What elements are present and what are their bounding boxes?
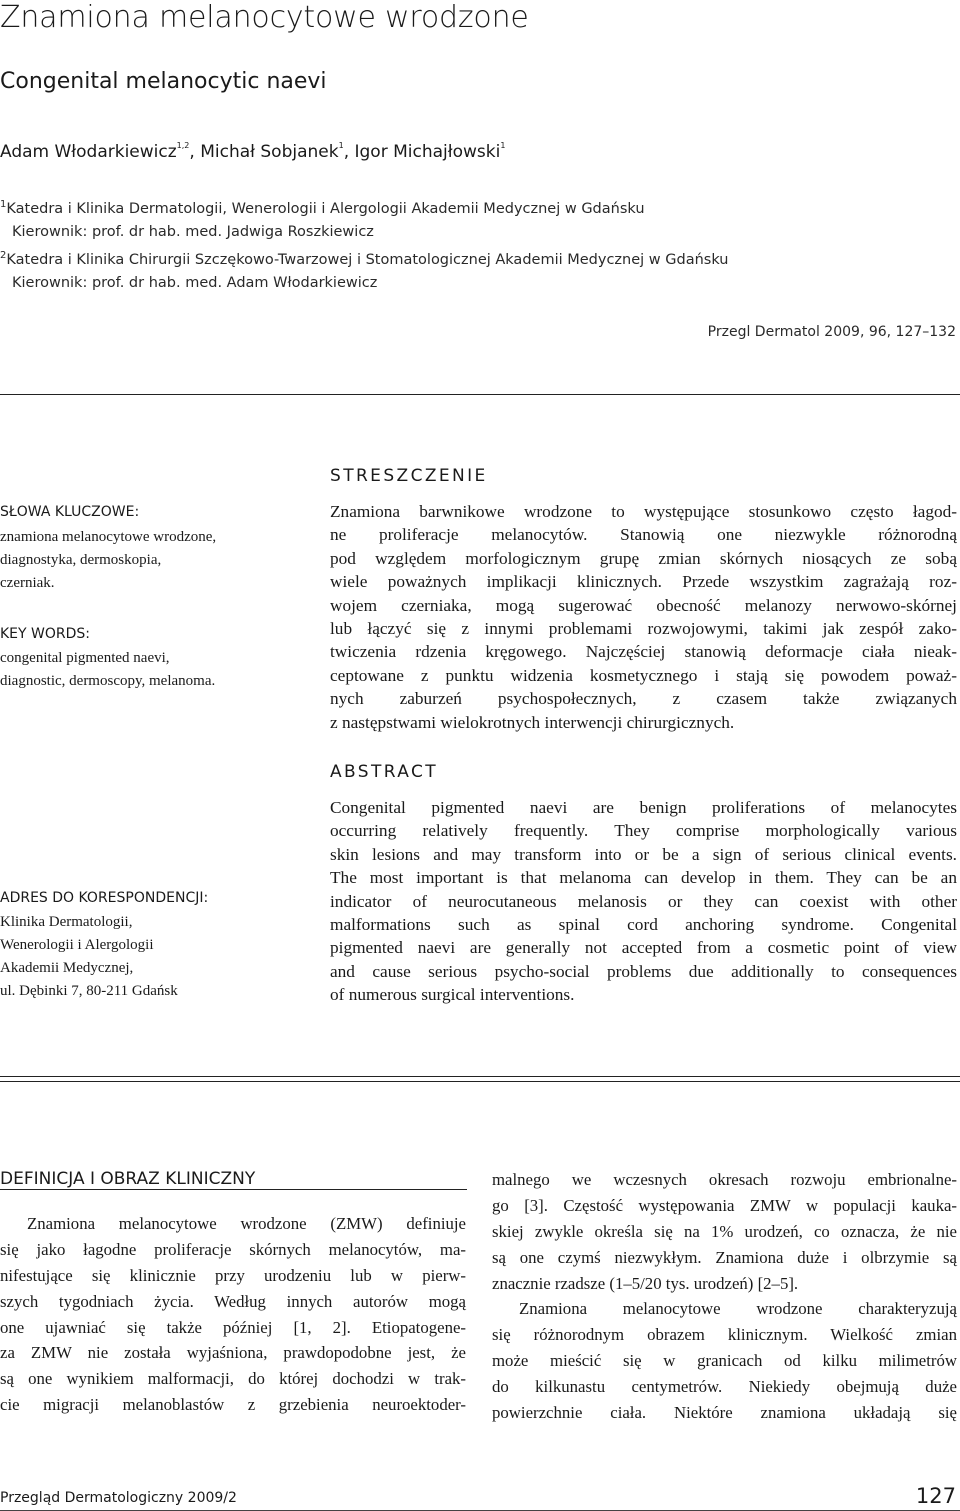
keyword-line: congenital pigmented naevi,	[0, 650, 170, 666]
abstract-heading: ABSTRACT	[330, 762, 439, 782]
affiliation-number: 2	[0, 250, 7, 261]
text-line: indicator of neurocutaneous melanosis or they can coexist with other	[330, 891, 957, 911]
article-title: Znamiona melanocytowe wrodzone	[0, 0, 529, 35]
text-line: są one czymś niezwykłym. Znamiona duże i olbrzymie są	[492, 1247, 957, 1267]
footer-journal: Przegląd Dermatologiczny 2009/2	[0, 1490, 237, 1506]
abstract-text	[330, 796, 957, 1007]
text-line: za ZMW nie została wyjaśniona, prawdopodobne jest, że	[0, 1343, 466, 1363]
text-line: and cause serious psycho-social problems due additionally to consequences	[330, 961, 957, 981]
text-line: ceptowane z punktu widzenia kosmetycznego i stają się powodem poważ-	[330, 665, 957, 685]
affiliation-line	[0, 272, 728, 295]
text-line: są one wynikiem malformacji, do której dochodzi w trak-	[0, 1369, 466, 1389]
text-line: skin lesions and may transform into or be a sign of serious clinical events.	[330, 844, 957, 864]
text-line: wiele poważnych implikacji klinicznych. Przede wszystkim zagrażają roz-	[330, 572, 957, 592]
text-line: powierzchnie ciała. Niektóre znamiona układają się	[492, 1403, 957, 1423]
text-line: szych tygodniach życia. Według innych autorów mogą	[0, 1291, 466, 1311]
text-line: one ujawniać się także później [1, 2]. Etiopatogene-	[0, 1317, 466, 1337]
text-line: skiej zwykle określa się na 1% urodzeń, co oznacza, że nie	[492, 1221, 957, 1241]
text-line: znacznie rzadsze (1–5/20 tys. urodzeń) [2–5].	[492, 1273, 799, 1293]
text-line: pigmented naevi are generally not accepted from a cosmetic point of view	[330, 938, 957, 958]
text-line: go [3]. Częstość występowania ZMW w populacji kauka-	[492, 1195, 957, 1215]
keyword-line: czerniak.	[0, 575, 55, 591]
keywords-en-list	[0, 647, 215, 693]
text-line: of numerous surgical interventions.	[330, 985, 575, 1005]
section-divider	[0, 1076, 960, 1082]
keyword-line: znamiona melanocytowe wrodzone,	[0, 529, 217, 545]
text-line: się różnorodnym obrazem klinicznym. Wielkość zmian	[492, 1325, 957, 1345]
text-line: do kilkunastu centymetrów. Niekiedy obejmują duże	[492, 1377, 957, 1397]
correspondence-address	[0, 911, 178, 1003]
correspondence-heading: ADRES DO KORESPONDENCJI:	[0, 890, 209, 906]
text-line: occurring relatively frequently. They comprise morphologically various	[330, 821, 957, 841]
section-title-underline	[0, 1189, 467, 1190]
text-line: nifestujące się klinicznie przy urodzeniu lub w pierw-	[0, 1265, 466, 1285]
address-line: Akademii Medycznej,	[0, 960, 134, 976]
text-line: cie migracji melanoblastów z grzebienia neuroektoder-	[0, 1395, 466, 1415]
text-line: ne proliferacje melanocytów. Stanowią one niezwykle różnorodną	[330, 525, 957, 545]
text-line: Znamiona melanocytowe wrodzone charakteryzują	[519, 1299, 957, 1319]
affiliation-line	[0, 244, 728, 272]
keywords-pl-heading: SŁOWA KLUCZOWE:	[0, 504, 140, 520]
address-line: Klinika Dermatologii,	[0, 914, 133, 930]
journal-citation: Przegl Dermatol 2009, 96, 127–132	[707, 324, 956, 340]
text-line: nych zaburzeń psychospołecznych, z czasem także związanych	[330, 689, 957, 709]
author-affiliation-mark: 1	[500, 141, 506, 150]
page-number: 127	[915, 1484, 956, 1508]
author-name: Igor Michajłowski	[354, 142, 501, 162]
address-line: ul. Dębinki 7, 80-211 Gdańsk	[0, 983, 178, 999]
section-title: DEFINICJA I OBRAZ KLINICZNY	[0, 1169, 256, 1189]
keyword-line: diagnostyka, dermoskopia,	[0, 552, 162, 568]
author-separator: ,	[343, 142, 355, 162]
text-line: lub łączyć się z innymi problemami rozwojowymi, takimi jak zespół zako-	[330, 618, 957, 638]
author-name: Adam Włodarkiewicz	[0, 142, 177, 162]
text-line: się jako łagodne proliferacje skórnych melanocytów, ma-	[0, 1239, 466, 1259]
body-column-left	[0, 1211, 466, 1418]
text-line: malnego we wczesnych okresach rozwoju embrionalne-	[492, 1170, 957, 1189]
text-line: malformations such as spinal cord anchoring syndrome. Congenital	[330, 914, 957, 934]
text-line: The most important is that melanoma can develop in them. They can be an	[330, 868, 957, 888]
keywords-pl-list	[0, 526, 216, 595]
affiliation-line	[0, 221, 728, 244]
streszczenie-heading: STRESZCZENIE	[330, 466, 488, 486]
affiliation-number: 1	[0, 199, 7, 210]
text-line: pod względem morfologicznym grupę zmian skórnych niosących ze sobą	[330, 548, 957, 568]
streszczenie-text	[330, 500, 957, 734]
affiliation-text: Kierownik: prof. dr hab. med. Adam Włodarkiewicz	[12, 275, 378, 291]
article-subtitle: Congenital melanocytic naevi	[0, 69, 327, 94]
author-list	[0, 134, 505, 164]
author-separator: ,	[189, 142, 201, 162]
affiliation-text: Katedra i Klinika Dermatologii, Wenerologii i Alergologii Akademii Medycznej w Gdańsku	[6, 201, 645, 217]
text-line: Znamiona melanocytowe wrodzone (ZMW) definiuje	[27, 1214, 466, 1233]
body-column-right	[492, 1167, 957, 1426]
text-line: może mieścić się w granicach od kilku milimetrów	[492, 1351, 957, 1371]
author-name: Michał Sobjanek	[200, 142, 339, 162]
text-line: Znamiona barwnikowe wrodzone to występujące stosunkowo często łagod-	[330, 502, 957, 521]
text-line: Congenital pigmented naevi are benign proliferations of melanocytes	[330, 798, 957, 817]
affiliations	[0, 193, 728, 295]
affiliation-text: Katedra i Klinika Chirurgii Szczękowo-Twarzowej i Stomatologicznej Akademii Medycznej w Gdańsku	[6, 252, 729, 268]
keywords-en-heading: KEY WORDS:	[0, 626, 91, 642]
text-line: z następstwami wielokrotnych interwencji chirurgicznych.	[330, 712, 735, 732]
text-line: wojem czerniaka, mogą sugerować obecność melanozy nerwowo-skórnej	[330, 595, 957, 615]
header-divider	[0, 394, 960, 395]
author-affiliation-mark: 1,2	[176, 141, 190, 150]
affiliation-line	[0, 193, 728, 221]
author-affiliation-mark: 1	[338, 141, 344, 150]
text-line: twiczenia rdzenia kręgowego. Najczęściej stanowią deformacje ciała nieak-	[330, 642, 957, 662]
affiliation-text: Kierownik: prof. dr hab. med. Jadwiga Roszkiewicz	[12, 224, 374, 240]
keyword-line: diagnostic, dermoscopy, melanoma.	[0, 673, 216, 689]
address-line: Wenerologii i Alergologii	[0, 937, 154, 953]
